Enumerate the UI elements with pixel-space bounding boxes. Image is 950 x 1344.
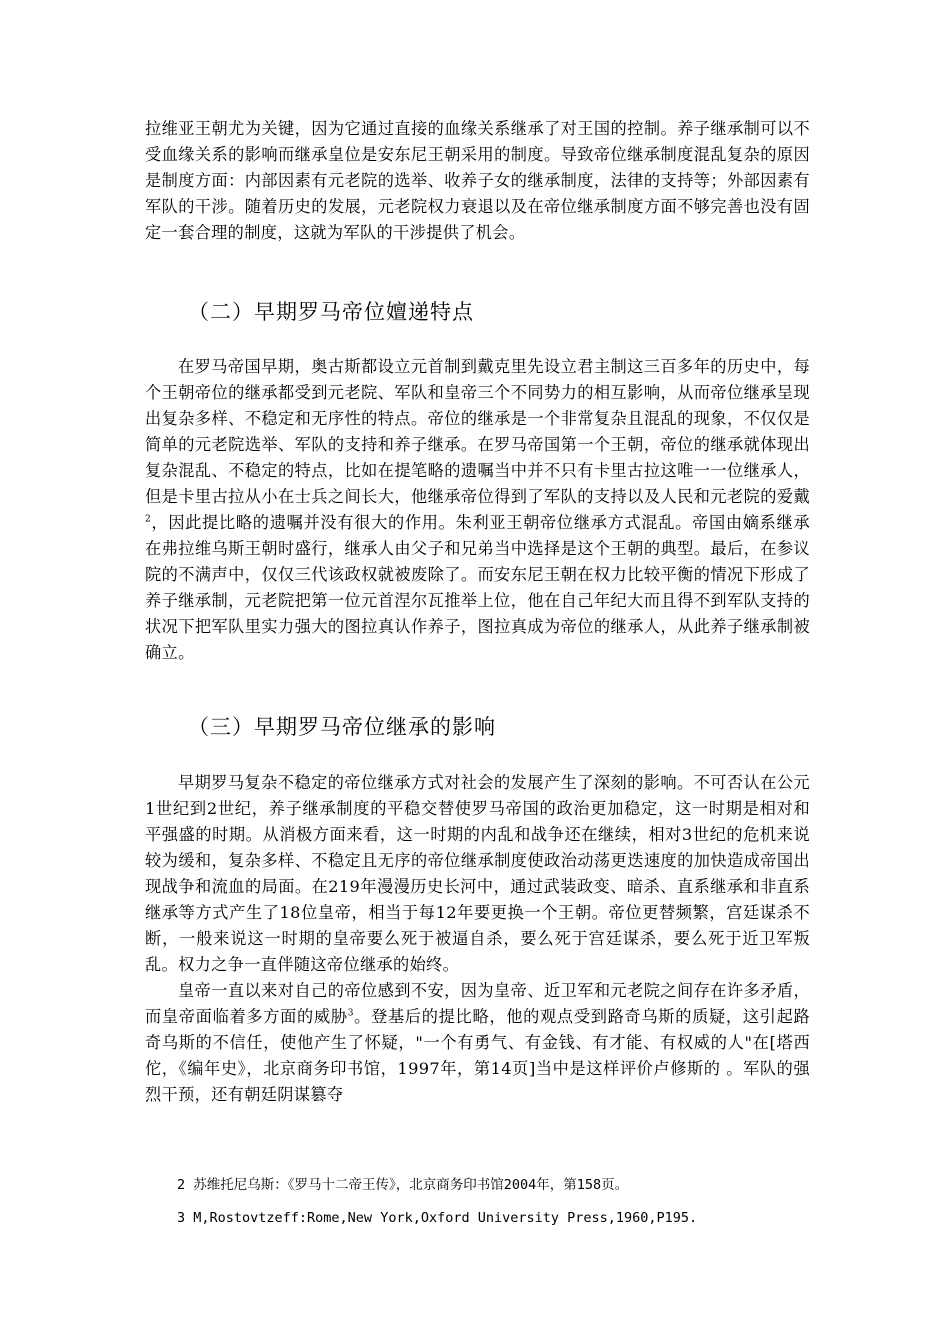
section-heading-3: （三）早期罗马帝位继承的影响 <box>188 715 496 739</box>
section-3-body <box>145 770 810 1108</box>
footnote-3: 3 M,Rostovtzeff:Rome,New York,Oxford University Press,1960,P195. <box>177 1210 698 1226</box>
footnote-reference: 2 <box>145 514 152 525</box>
paragraph-text-part: ，因此提比略的遗嘱并没有很大的作用。朱利亚王朝帝位继承方式混乱。帝国由嫡系继承在弗拉维乌斯王朝时盛行，继承人由父子和兄弟当中选择是这个王朝的典型。最后，在参议院的不满声中，仅仅三代该政权就被废除了。而安东尼王朝在权力比较平衡的情况下形成了养子继承制，元老院把第一位元首涅尔瓦推举上位，他在自己年纪大而且得不到军队支持的状况下把军队里实力强大的图拉真认作养子，图拉真成为帝位的继承人，从此养子继承制被确立。 <box>145 513 810 662</box>
paragraph-text <box>145 978 810 1108</box>
paragraph-text: 拉维亚王朝尤为关键，因为它通过直接的血缘关系继承了对王国的控制。养子继承制可以不受血缘关系的影响而继承皇位是安东尼王朝采用的制度。导致帝位继承制度混乱复杂的原因是制度方面：内部因素有元老院的选举、收养子女的继承制度，法律的支持等；外部因素有军队的干涉。随着历史的发展，元老院权力衰退以及在帝位继承制度方面不够完善也没有固定一套合理的制度，这就为军队的干涉提供了机会。 <box>145 119 810 242</box>
footnote-reference: 3 <box>347 1008 354 1019</box>
paragraph-text-part: 。登基后的提比略，他的观点受到路奇乌斯的质疑，这引起路奇乌斯的不信任，使他产生了怀疑，"一个有勇气、有金钱、有才能、有权威的人"在[塔西佗，《编年史》，北京商务印书馆，1997年，第14页]当中是这样评价卢修斯的 。军队的强烈干预，还有朝廷阴谋篡夺 <box>145 1007 810 1104</box>
section-2-body <box>145 354 810 666</box>
section-heading-2: （二）早期罗马帝位嬗递特点 <box>188 300 474 324</box>
footnote-2: 2 苏维托尼乌斯：《罗马十二帝王传》，北京商务印书馆2004年，第158页。 <box>177 1177 629 1193</box>
paragraph-continuation <box>145 116 810 246</box>
paragraph-text-part: 在罗马帝国早期，奥古斯都设立元首制到戴克里先设立君主制这三百多年的历史中，每个王朝帝位的继承都受到元老院、军队和皇帝三个不同势力的相互影响，从而帝位继承呈现出复杂多样、不稳定和无序性的特点。帝位的继承是一个非常复杂且混乱的现象，不仅仅是简单的元老院选举、军队的支持和养子继承。在罗马帝国第一个王朝，帝位的继承就体现出复杂混乱、不稳定的特点，比如在提笔略的遗嘱当中并不只有卡里古拉这唯一一位继承人，但是卡里古拉从小在士兵之间长大，他继承帝位得到了军队的支持以及人民和元老院的爱戴 <box>145 357 810 506</box>
paragraph-text: 早期罗马复杂不稳定的帝位继承方式对社会的发展产生了深刻的影响。不可否认在公元1世纪到2世纪，养子继承制度的平稳交替使罗马帝国的政治更加稳定，这一时期是相对和平强盛的时期。从消极方面来看，这一时期的内乱和战争还在继续，相对3世纪的危机来说较为缓和，复杂多样、不稳定且无序的帝位继承制度使政治动荡更迭速度的加快造成帝国出现战争和流血的局面。在219年漫漫历史长河中，通过武装政变、暗杀、直系继承和非直系继承等方式产生了18位皇帝，相当于每12年要更换一个王朝。帝位更替频繁，宫廷谋杀不断，一般来说这一时期的皇帝要么死于被逼自杀，要么死于宫廷谋杀，要么死于近卫军叛乱。权力之争一直伴随这帝位继承的始终。 <box>145 773 810 974</box>
paragraph-text-part: 皇帝一直以来对自己的帝位感到不安，因为皇帝、近卫军和元老院之间存在许多矛盾，而皇帝面临着多方面的威胁 <box>145 981 810 1026</box>
paragraph-text <box>145 354 810 666</box>
